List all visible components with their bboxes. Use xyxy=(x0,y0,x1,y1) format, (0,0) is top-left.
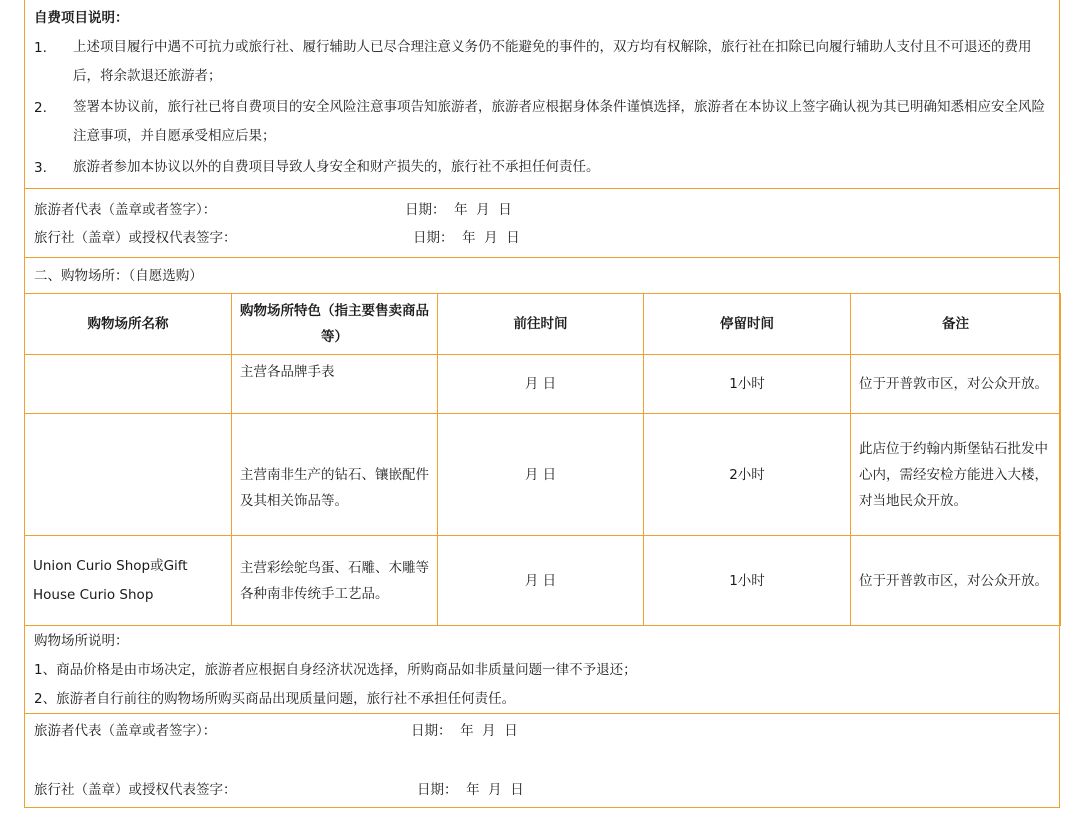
shop-goto-cell: 月 日 xyxy=(438,355,644,414)
shop-stay-cell: 2小时 xyxy=(644,414,851,536)
self-pay-notes-section: 自费项目说明： 1. 上述项目履行中遇不可抗力或旅行社、履行辅助人已尽合理注意义务仍不能避免的事件的，双方均有权解除，旅行社在扣除已向履行辅助人支付且不可退还的费用后，将余款退还旅游者； 2. 签署本协议前，旅行社已将自费项目的安全风险注意事项告知旅游者，旅游者应根据身体条件谨慎选择，旅游者在本协议上签字确认视为其已明确知悉相应安全风险注意事项，并自愿承受相应后果； 3. 旅游者参加本协议以外的自费项目导致人身安全和财产损失的，旅行社不承担任何责任。 xyxy=(25,0,1059,189)
shopping-table xyxy=(24,293,1061,626)
shopping-note-2: 2、旅游者自行前往的购物场所购买商品出现质量问题，旅行社不承担任何责任。 xyxy=(34,691,516,707)
agency-signature-label-2: 旅行社（盖章）或授权代表签字： xyxy=(34,782,237,798)
table-row xyxy=(25,536,1061,626)
self-pay-notes-title: 自费项目说明： xyxy=(34,10,129,26)
signature-block-2 xyxy=(25,714,1059,808)
shop-goto-cell: 月 日 xyxy=(438,414,644,536)
shopping-section-heading xyxy=(25,258,1059,293)
shopping-note-1: 1、商品价格是由市场决定，旅游者应根据自身经济状况选择，所购商品如非质量问题一律不予退还； xyxy=(34,662,637,678)
shop-note-cell: 位于开普敦市区，对公众开放。 xyxy=(851,536,1061,626)
shop-feature-cell: 主营南非生产的钻石、镶嵌配件及其相关饰品等。 xyxy=(232,414,438,536)
shopping-notes-title: 购物场所说明： xyxy=(34,633,129,649)
shop-name-cell: Union Curio Shop或Gift House Curio Shop xyxy=(25,536,232,626)
shop-feature-cell: 主营彩绘鸵鸟蛋、石雕、木雕等各种南非传统手工艺品。 xyxy=(232,536,438,626)
agreement-frame xyxy=(24,0,1060,808)
header-name: 购物场所名称 xyxy=(25,294,232,355)
agency-signature-date: 日期： 年 月 日 xyxy=(413,230,520,246)
shopping-notes-section xyxy=(25,626,1059,714)
header-note: 备注 xyxy=(851,294,1061,355)
header-goto-time: 前往时间 xyxy=(438,294,644,355)
tourist-signature-label: 旅游者代表（盖章或者签字）： xyxy=(34,202,217,218)
tourist-signature-date: 日期： 年 月 日 xyxy=(405,202,512,218)
header-stay-time: 停留时间 xyxy=(644,294,851,355)
shop-stay-cell: 1小时 xyxy=(644,536,851,626)
shop-feature-cell: 主营各品牌手表 xyxy=(232,355,438,414)
signature-block-1 xyxy=(25,189,1059,258)
shop-name-cell xyxy=(25,355,232,414)
agency-signature-date-2: 日期： 年 月 日 xyxy=(417,782,524,798)
shop-note-cell: 此店位于约翰内斯堡钻石批发中心内，需经安检方能进入大楼，对当地民众开放。 xyxy=(851,414,1061,536)
table-header-row xyxy=(25,294,1061,355)
shop-stay-cell: 1小时 xyxy=(644,355,851,414)
table-row xyxy=(25,355,1061,414)
shop-goto-cell: 月 日 xyxy=(438,536,644,626)
shop-note-cell: 位于开普敦市区，对公众开放。 xyxy=(851,355,1061,414)
tourist-signature-date-2: 日期： 年 月 日 xyxy=(411,723,518,739)
shop-name-cell xyxy=(25,414,232,536)
shopping-heading: 二、购物场所：（自愿选购） xyxy=(34,268,203,284)
table-row xyxy=(25,414,1061,536)
tourist-signature-label-2: 旅游者代表（盖章或者签字）： xyxy=(34,723,217,739)
agency-signature-label: 旅行社（盖章）或授权代表签字： xyxy=(34,230,237,246)
header-feature: 购物场所特色（指主要售卖商品等） xyxy=(232,294,438,355)
